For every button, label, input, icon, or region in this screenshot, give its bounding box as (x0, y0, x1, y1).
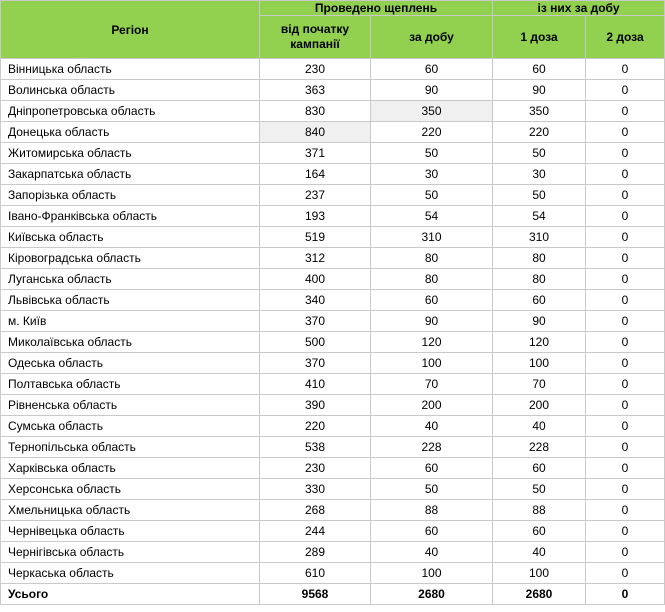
cell-region[interactable]: Луганська область (1, 269, 260, 290)
cell-per-day[interactable]: 120 (371, 332, 493, 353)
cell-dose1[interactable]: 50 (493, 143, 586, 164)
cell-region[interactable]: м. Київ (1, 311, 260, 332)
total-per-day[interactable]: 2680 (371, 584, 493, 605)
cell-region[interactable]: Херсонська область (1, 479, 260, 500)
cell-per-day[interactable]: 30 (371, 164, 493, 185)
cell-since-start[interactable]: 289 (260, 542, 371, 563)
cell-dose2[interactable]: 0 (586, 458, 665, 479)
cell-dose1[interactable]: 70 (493, 374, 586, 395)
cell-dose1[interactable]: 310 (493, 227, 586, 248)
table-row (1, 227, 665, 248)
cell-dose1[interactable]: 200 (493, 395, 586, 416)
cell-region[interactable]: Хмельницька область (1, 500, 260, 521)
cell-dose1[interactable]: 228 (493, 437, 586, 458)
table-row (1, 416, 665, 437)
cell-region[interactable]: Одеська область (1, 353, 260, 374)
cell-since-start[interactable]: 220 (260, 416, 371, 437)
cell-per-day[interactable]: 350 (371, 101, 493, 122)
cell-dose1[interactable]: 60 (493, 59, 586, 80)
cell-since-start[interactable]: 244 (260, 521, 371, 542)
cell-region[interactable]: Київська область (1, 227, 260, 248)
cell-dose2[interactable]: 0 (586, 353, 665, 374)
cell-since-start[interactable]: 500 (260, 332, 371, 353)
cell-per-day[interactable]: 70 (371, 374, 493, 395)
cell-since-start[interactable]: 330 (260, 479, 371, 500)
header-region[interactable]: Регіон (1, 1, 260, 59)
cell-dose1[interactable]: 60 (493, 290, 586, 311)
total-row (1, 584, 665, 605)
cell-region[interactable]: Донецька область (1, 122, 260, 143)
table-row (1, 311, 665, 332)
cell-since-start[interactable]: 237 (260, 185, 371, 206)
cell-since-start[interactable]: 538 (260, 437, 371, 458)
table-row (1, 185, 665, 206)
cell-region[interactable]: Вінницька область (1, 59, 260, 80)
cell-since-start[interactable]: 164 (260, 164, 371, 185)
cell-per-day[interactable]: 228 (371, 437, 493, 458)
cell-per-day[interactable]: 54 (371, 206, 493, 227)
table-row (1, 59, 665, 80)
cell-dose2[interactable]: 0 (586, 416, 665, 437)
table-row (1, 332, 665, 353)
cell-since-start[interactable]: 193 (260, 206, 371, 227)
cell-dose2[interactable]: 0 (586, 311, 665, 332)
cell-dose1[interactable]: 100 (493, 563, 586, 584)
table-row (1, 458, 665, 479)
cell-since-start[interactable]: 390 (260, 395, 371, 416)
cell-region[interactable]: Миколаївська область (1, 332, 260, 353)
cell-per-day[interactable]: 50 (371, 143, 493, 164)
cell-dose2[interactable]: 0 (586, 395, 665, 416)
cell-region[interactable]: Івано-Франківська область (1, 206, 260, 227)
cell-region[interactable]: Чернівецька область (1, 521, 260, 542)
cell-since-start[interactable]: 400 (260, 269, 371, 290)
cell-since-start[interactable]: 340 (260, 290, 371, 311)
cell-per-day[interactable]: 80 (371, 269, 493, 290)
total-region[interactable]: Усього (1, 584, 260, 605)
table-row (1, 479, 665, 500)
cell-region[interactable]: Чернігівська область (1, 542, 260, 563)
table-row (1, 437, 665, 458)
cell-dose1[interactable]: 90 (493, 80, 586, 101)
header-group-vaccinated[interactable]: Проведено щеплень (260, 1, 493, 16)
cell-region[interactable]: Тернопільська область (1, 437, 260, 458)
cell-since-start[interactable]: 519 (260, 227, 371, 248)
cell-per-day[interactable]: 60 (371, 521, 493, 542)
table-row (1, 395, 665, 416)
cell-since-start[interactable]: 230 (260, 59, 371, 80)
table-row (1, 80, 665, 101)
cell-per-day[interactable]: 50 (371, 185, 493, 206)
table-row (1, 500, 665, 521)
cell-per-day[interactable]: 60 (371, 290, 493, 311)
cell-dose1[interactable]: 100 (493, 353, 586, 374)
cell-per-day[interactable]: 88 (371, 500, 493, 521)
cell-since-start[interactable]: 230 (260, 458, 371, 479)
cell-region[interactable]: Рівненська область (1, 395, 260, 416)
table-row (1, 542, 665, 563)
total-since-start[interactable]: 9568 (260, 584, 371, 605)
cell-dose2[interactable]: 0 (586, 290, 665, 311)
table-row (1, 101, 665, 122)
cell-dose2[interactable]: 0 (586, 59, 665, 80)
cell-since-start[interactable]: 830 (260, 101, 371, 122)
cell-per-day[interactable]: 60 (371, 458, 493, 479)
cell-since-start[interactable]: 370 (260, 353, 371, 374)
cell-dose1[interactable]: 30 (493, 164, 586, 185)
cell-dose1[interactable]: 60 (493, 521, 586, 542)
cell-dose1[interactable]: 90 (493, 311, 586, 332)
cell-region[interactable]: Львівська область (1, 290, 260, 311)
cell-since-start[interactable]: 410 (260, 374, 371, 395)
cell-per-day[interactable]: 90 (371, 311, 493, 332)
cell-region[interactable]: Полтавська область (1, 374, 260, 395)
table-row (1, 143, 665, 164)
cell-since-start[interactable]: 268 (260, 500, 371, 521)
total-dose1[interactable]: 2680 (493, 584, 586, 605)
cell-per-day[interactable]: 40 (371, 542, 493, 563)
table-row (1, 374, 665, 395)
header-group-of-them[interactable]: із них за добу (493, 1, 665, 16)
cell-region[interactable]: Запорізька область (1, 185, 260, 206)
cell-region[interactable]: Закарпатська область (1, 164, 260, 185)
cell-dose2[interactable]: 0 (586, 332, 665, 353)
header-dose1[interactable]: 1 доза (493, 16, 586, 59)
cell-dose2[interactable]: 0 (586, 521, 665, 542)
cell-dose1[interactable]: 40 (493, 416, 586, 437)
cell-dose2[interactable]: 0 (586, 206, 665, 227)
cell-dose2[interactable]: 0 (586, 374, 665, 395)
cell-per-day[interactable]: 80 (371, 248, 493, 269)
header-per-day[interactable]: за добу (371, 16, 493, 59)
table-row (1, 353, 665, 374)
cell-region[interactable]: Сумська область (1, 416, 260, 437)
cell-since-start[interactable]: 312 (260, 248, 371, 269)
cell-dose1[interactable]: 120 (493, 332, 586, 353)
cell-per-day[interactable]: 50 (371, 479, 493, 500)
cell-dose2[interactable]: 0 (586, 542, 665, 563)
table-row (1, 164, 665, 185)
cell-since-start[interactable]: 370 (260, 311, 371, 332)
cell-dose2[interactable]: 0 (586, 563, 665, 584)
table-row (1, 206, 665, 227)
cell-per-day[interactable]: 200 (371, 395, 493, 416)
table-row (1, 563, 665, 584)
cell-dose1[interactable]: 50 (493, 185, 586, 206)
cell-per-day[interactable]: 100 (371, 563, 493, 584)
cell-dose1[interactable]: 54 (493, 206, 586, 227)
cell-per-day[interactable]: 90 (371, 80, 493, 101)
cell-region[interactable]: Кіровоградська область (1, 248, 260, 269)
cell-dose2[interactable]: 0 (586, 80, 665, 101)
cell-dose2[interactable]: 0 (586, 437, 665, 458)
cell-dose2[interactable]: 0 (586, 479, 665, 500)
cell-region[interactable]: Волинська область (1, 80, 260, 101)
header-since-start[interactable]: від початку кампанії (260, 16, 371, 59)
cell-dose1[interactable]: 40 (493, 542, 586, 563)
cell-since-start[interactable]: 840 (260, 122, 371, 143)
cell-per-day[interactable]: 220 (371, 122, 493, 143)
cell-per-day[interactable]: 100 (371, 353, 493, 374)
cell-dose2[interactable]: 0 (586, 143, 665, 164)
table-row (1, 521, 665, 542)
cell-dose2[interactable]: 0 (586, 101, 665, 122)
cell-region[interactable]: Черкаська область (1, 563, 260, 584)
table-row (1, 248, 665, 269)
table-row (1, 122, 665, 143)
cell-region[interactable]: Дніпропетровська область (1, 101, 260, 122)
cell-region[interactable]: Харківська область (1, 458, 260, 479)
cell-dose2[interactable]: 0 (586, 248, 665, 269)
table-row (1, 269, 665, 290)
cell-dose2[interactable]: 0 (586, 122, 665, 143)
cell-per-day[interactable]: 310 (371, 227, 493, 248)
cell-dose1[interactable]: 80 (493, 269, 586, 290)
cell-per-day[interactable]: 40 (371, 416, 493, 437)
table-row (1, 290, 665, 311)
cell-dose1[interactable]: 88 (493, 500, 586, 521)
cell-dose2[interactable]: 0 (586, 269, 665, 290)
cell-dose2[interactable]: 0 (586, 185, 665, 206)
cell-dose1[interactable]: 50 (493, 479, 586, 500)
cell-since-start[interactable]: 371 (260, 143, 371, 164)
cell-per-day[interactable]: 60 (371, 59, 493, 80)
cell-dose1[interactable]: 350 (493, 101, 586, 122)
total-dose2[interactable]: 0 (586, 584, 665, 605)
cell-dose1[interactable]: 60 (493, 458, 586, 479)
cell-dose1[interactable]: 80 (493, 248, 586, 269)
table-body (1, 59, 665, 605)
cell-dose2[interactable]: 0 (586, 164, 665, 185)
cell-dose2[interactable]: 0 (586, 227, 665, 248)
cell-region[interactable]: Житомирська область (1, 143, 260, 164)
header-dose2[interactable]: 2 доза (586, 16, 665, 59)
cell-since-start[interactable]: 610 (260, 563, 371, 584)
cell-since-start[interactable]: 363 (260, 80, 371, 101)
cell-dose2[interactable]: 0 (586, 500, 665, 521)
cell-dose1[interactable]: 220 (493, 122, 586, 143)
